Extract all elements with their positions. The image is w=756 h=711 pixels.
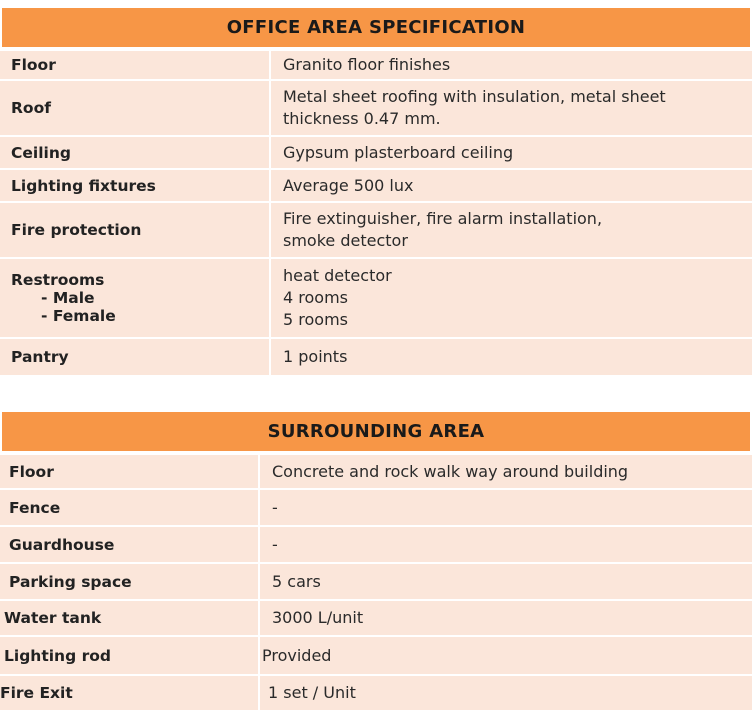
row-value: 5 cars	[260, 562, 752, 599]
row-label: Restrooms - Male - Female	[0, 257, 271, 337]
table-row	[0, 135, 752, 168]
row-label: Guardhouse	[0, 525, 260, 562]
table-row	[0, 257, 752, 337]
surrounding-area-title: SURROUNDING AREA	[0, 410, 752, 453]
row-value: Average 500 lux	[271, 168, 752, 201]
surrounding-area-table	[0, 410, 752, 710]
row-label: Lighting fixtures	[0, 168, 271, 201]
row-value: Metal sheet roofing with insulation, metal sheet thickness 0.47 mm.	[271, 79, 752, 135]
row-label: Fire protection	[0, 201, 271, 257]
row-label: Fence	[0, 488, 260, 525]
table-row	[0, 49, 752, 79]
row-label: Water tank	[0, 599, 260, 635]
row-value: Fire extinguisher, fire alarm installation, smoke detector	[271, 201, 752, 257]
row-value: 1 points	[271, 337, 752, 375]
row-label: Roof	[0, 79, 271, 135]
row-value: 1 set / Unit	[260, 674, 752, 710]
row-label: Ceiling	[0, 135, 271, 168]
row-value: Concrete and rock walk way around building	[260, 453, 752, 488]
table-row	[0, 674, 752, 710]
table-row	[0, 562, 752, 599]
row-label: Floor	[0, 49, 271, 79]
row-label: Floor	[0, 453, 260, 488]
office-area-spec-table	[0, 6, 752, 375]
table-row	[0, 337, 752, 375]
table-row	[0, 79, 752, 135]
row-label: Lighting rod	[0, 635, 260, 674]
row-value: heat detector 4 rooms 5 rooms	[271, 257, 752, 337]
table-row	[0, 201, 752, 257]
row-value: -	[260, 488, 752, 525]
table-row	[0, 453, 752, 488]
row-value: 3000 L/unit	[260, 599, 752, 635]
row-label: Fire Exit	[0, 674, 260, 710]
table-row	[0, 599, 752, 635]
table-row	[0, 168, 752, 201]
row-label: Pantry	[0, 337, 271, 375]
row-label: Parking space	[0, 562, 260, 599]
row-value: Provided	[260, 635, 752, 674]
row-value: Gypsum plasterboard ceiling	[271, 135, 752, 168]
row-value: -	[260, 525, 752, 562]
table-row	[0, 635, 752, 674]
table-row	[0, 488, 752, 525]
table-row	[0, 525, 752, 562]
row-value: Granito floor finishes	[271, 49, 752, 79]
office-area-title: OFFICE AREA SPECIFICATION	[0, 6, 752, 49]
